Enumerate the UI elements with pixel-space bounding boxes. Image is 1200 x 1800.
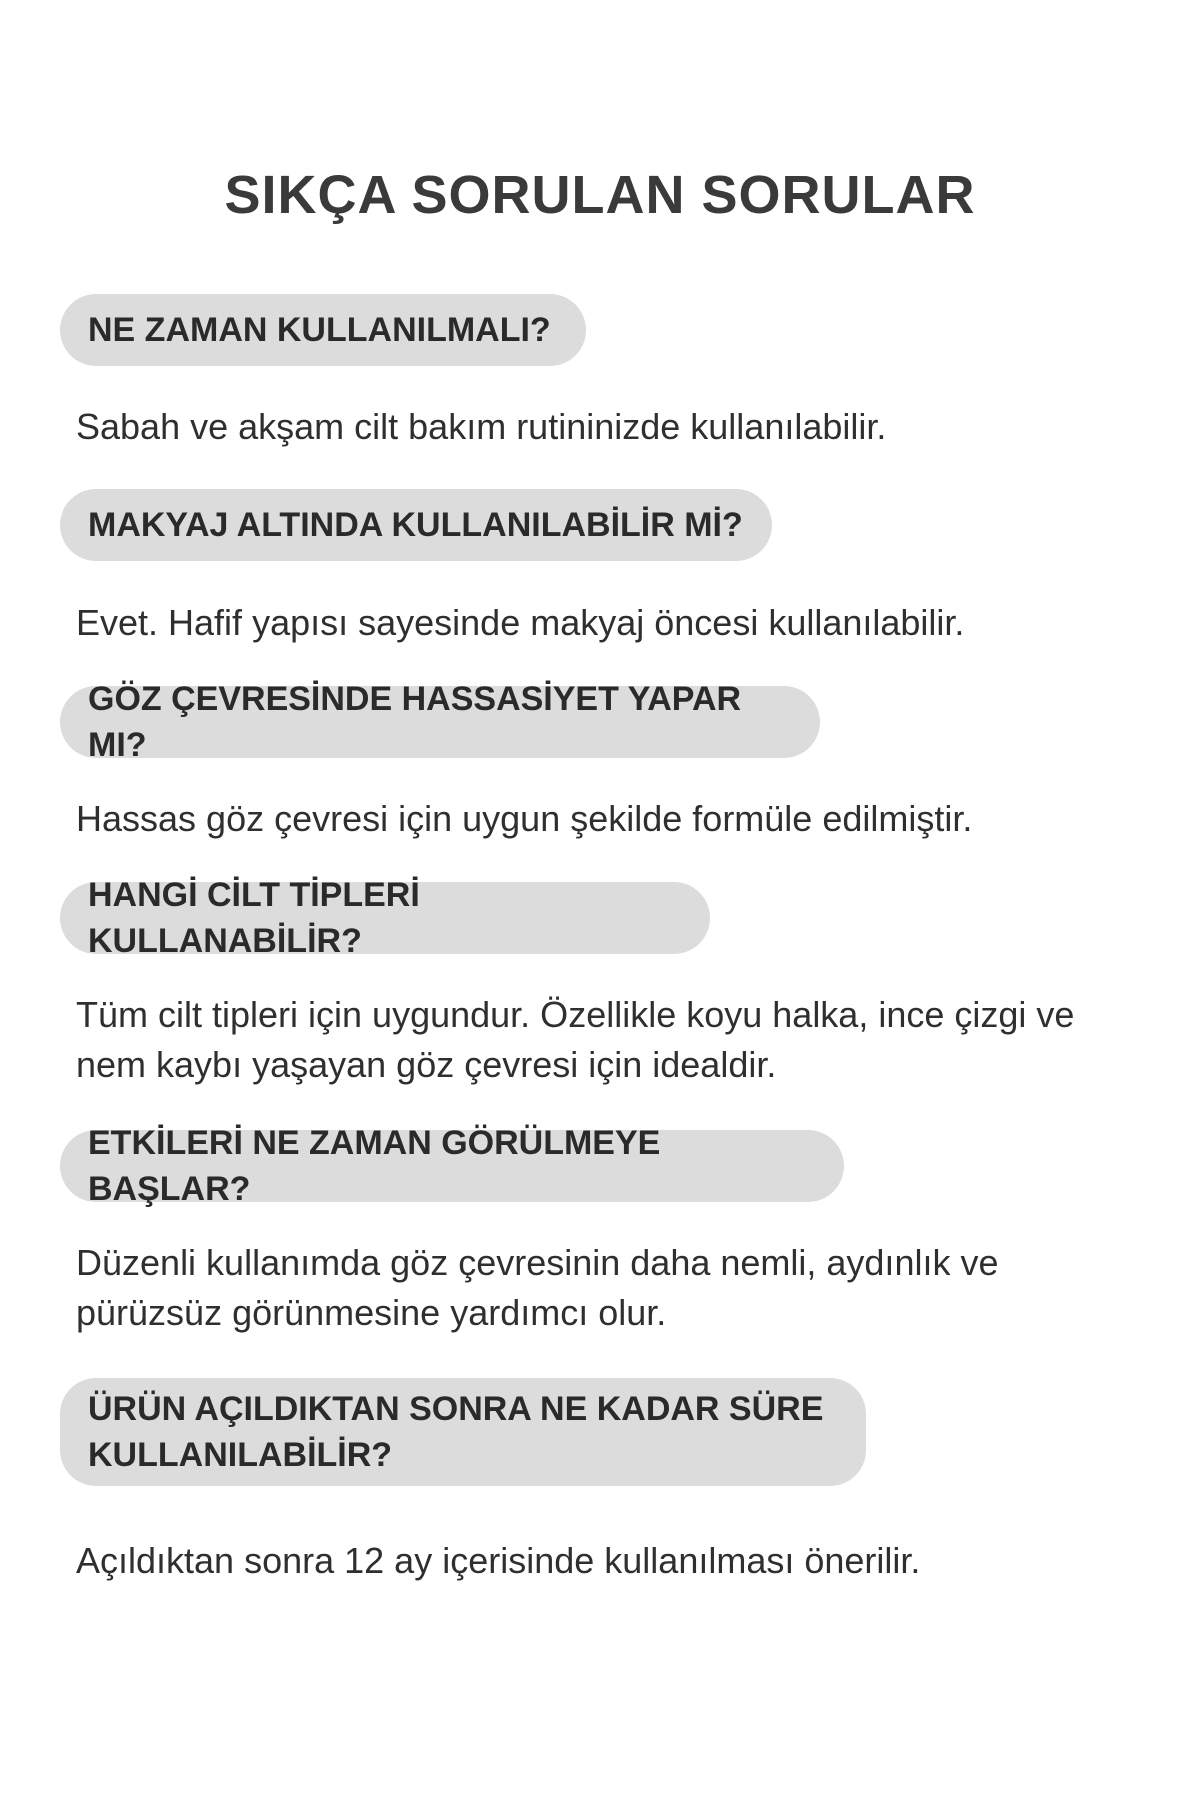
faq-answer-6: Açıldıktan sonra 12 ay içerisinde kullanılması önerilir.	[76, 1540, 921, 1581]
faq-answer-2: Evet. Hafif yapısı sayesinde makyaj öncesi kullanılabilir.	[76, 602, 965, 643]
faq-question-6[interactable]: ÜRÜN AÇILDIKTAN SONRA NE KADAR SÜRE KULLANILABİLİR?	[60, 1378, 866, 1486]
faq-question-3[interactable]: GÖZ ÇEVRESİNDE HASSASİYET YAPAR MI?	[60, 686, 820, 758]
faq-question-2[interactable]: MAKYAJ ALTINDA KULLANILABİLİR Mİ?	[60, 489, 772, 561]
faq-question-4[interactable]: HANGİ CİLT TİPLERİ KULLANABİLİR?	[60, 882, 710, 954]
faq-question-1[interactable]: NE ZAMAN KULLANILMALI?	[60, 294, 586, 366]
faq-answer-5: Düzenli kullanımda göz çevresinin daha nemli, aydınlık ve pürüzsüz görünmesine yardımcı olur.	[76, 1242, 999, 1333]
faq-answer-4: Tüm cilt tipleri için uygundur. Özellikle koyu halka, ince çizgi ve nem kaybı yaşayan göz çevresi için idealdir.	[76, 994, 1075, 1085]
faq-question-5[interactable]: ETKİLERİ NE ZAMAN GÖRÜLMEYE BAŞLAR?	[60, 1130, 844, 1202]
page-title: SIKÇA SORULAN SORULAR	[224, 165, 976, 225]
faq-answer-1: Sabah ve akşam cilt bakım rutininizde kullanılabilir.	[76, 406, 887, 447]
faq-answer-3: Hassas göz çevresi için uygun şekilde formüle edilmiştir.	[76, 798, 973, 839]
